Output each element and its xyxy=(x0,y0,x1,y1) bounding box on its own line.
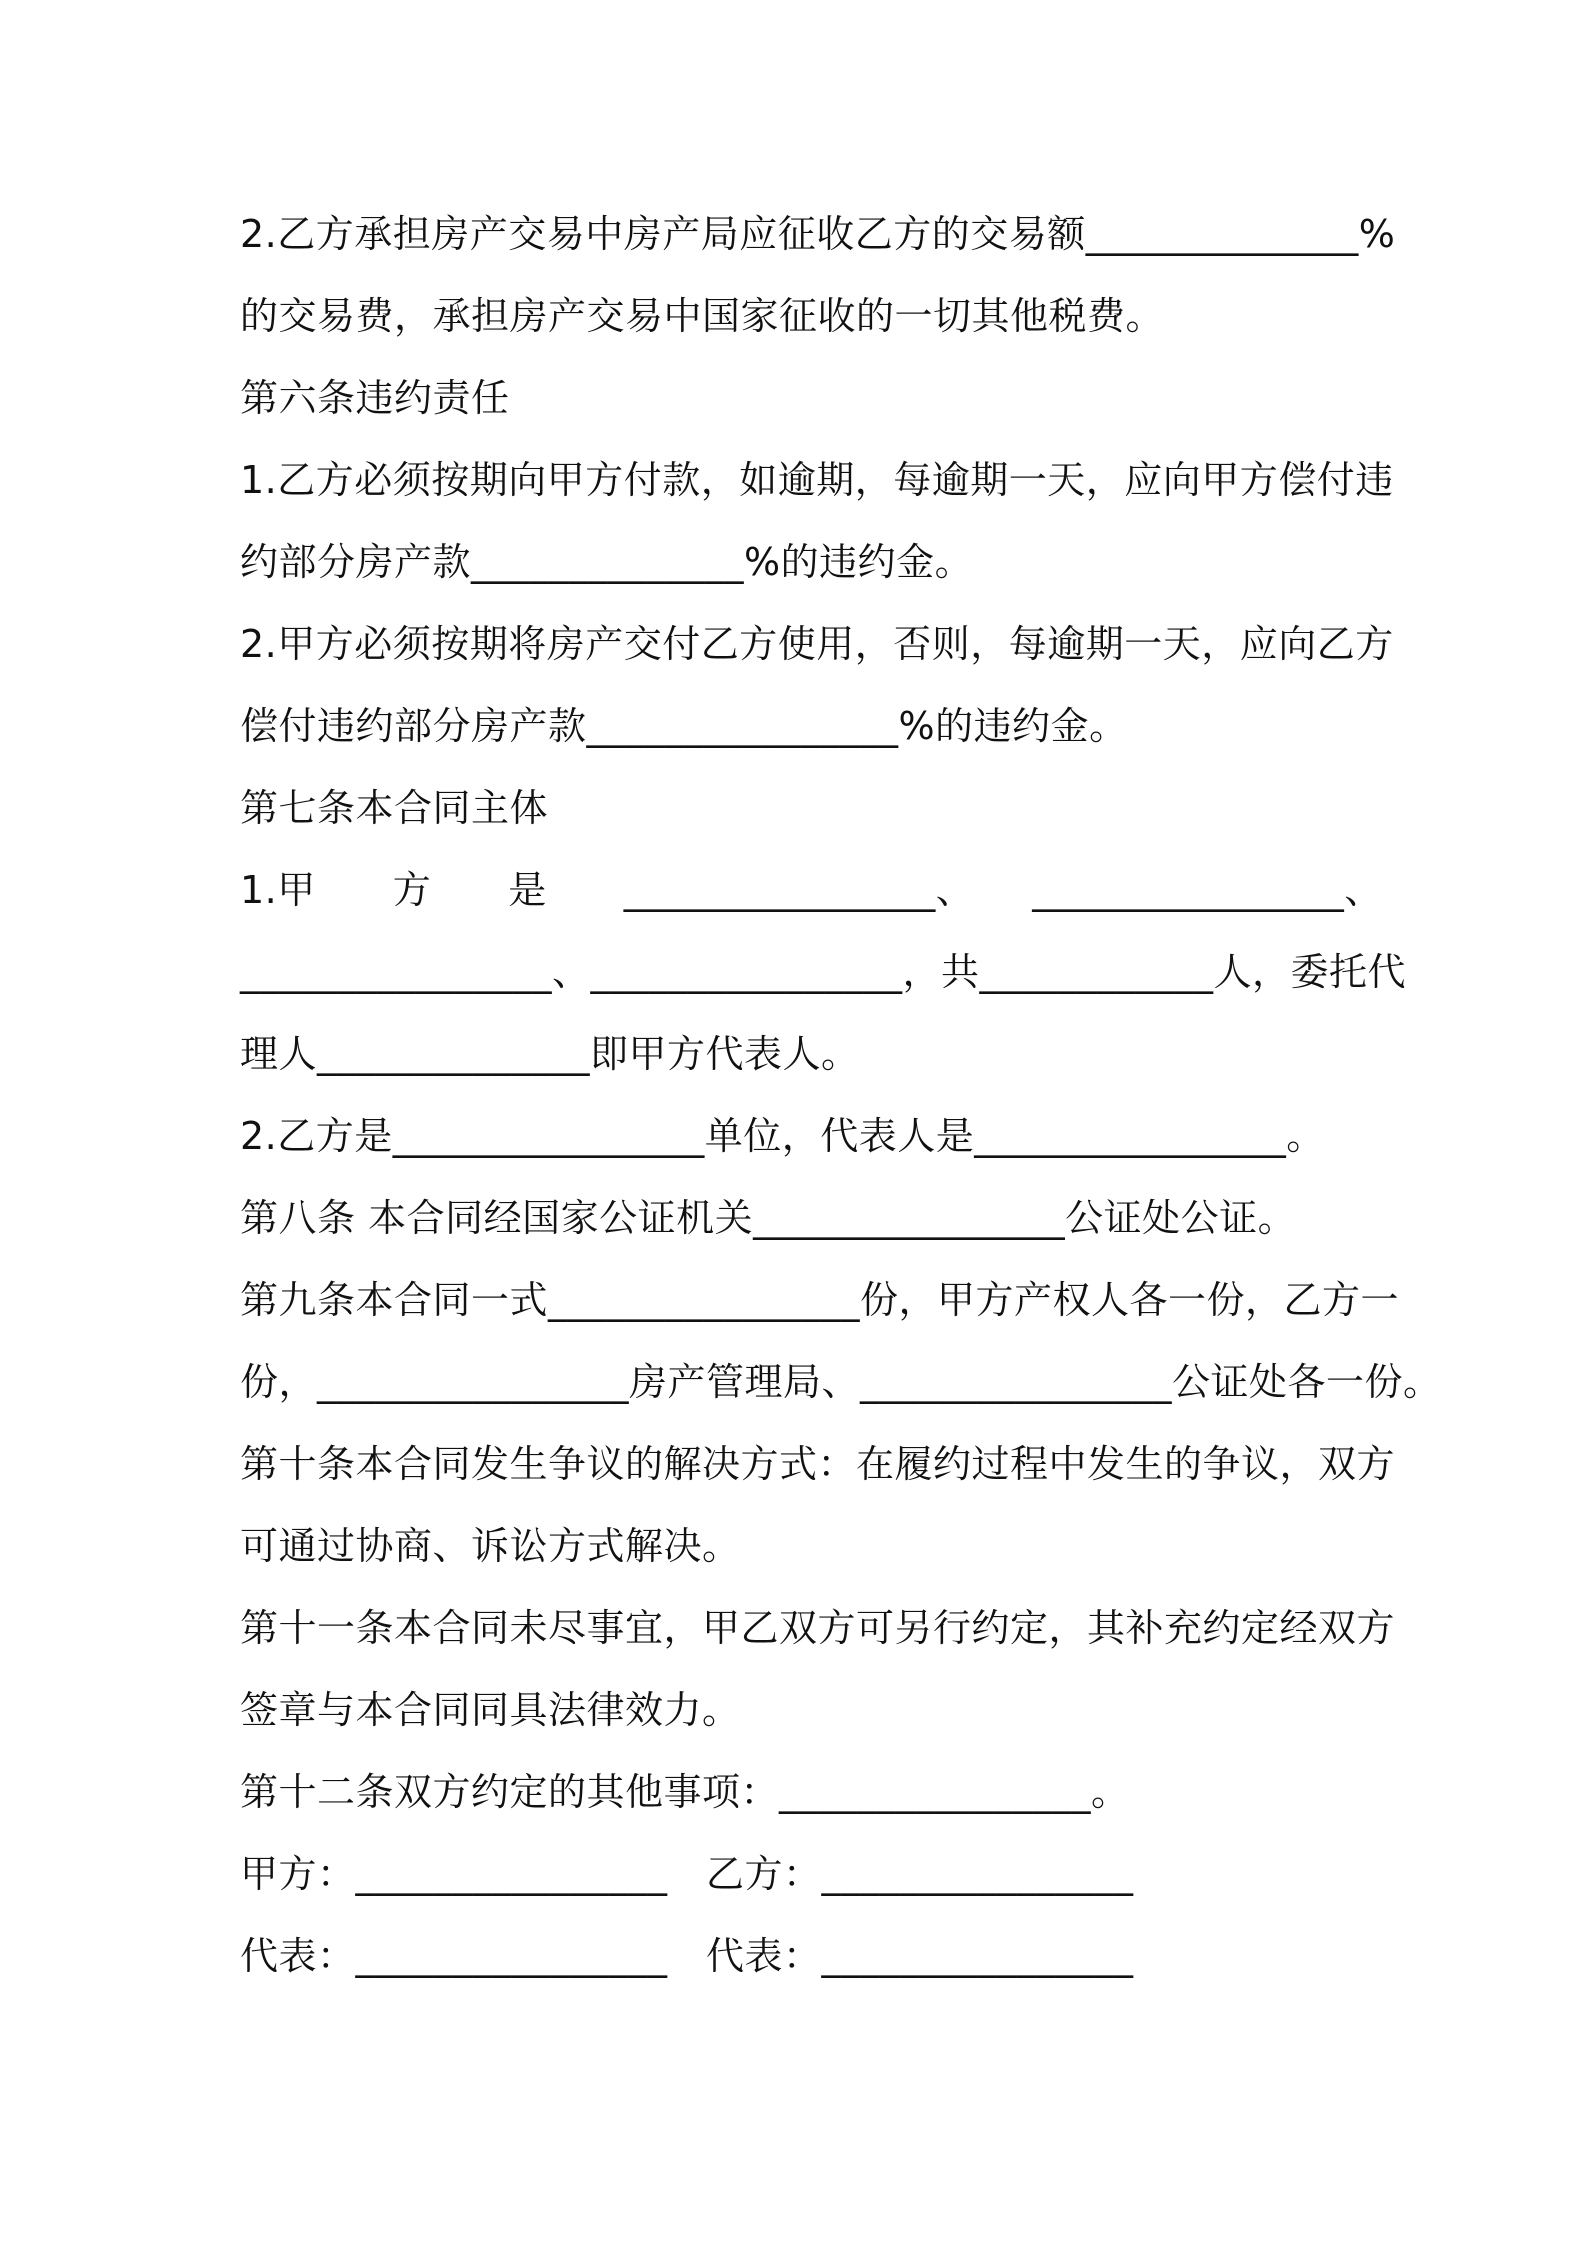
text-line: 1.乙方必须按期向甲方付款，如逾期，每逾期一天，应向甲方偿付违 xyxy=(240,458,1394,502)
text-line: ________________、________________，共____________人，委托代 xyxy=(240,950,1407,994)
text-line: 份，________________房产管理局、________________公证处各一份。 xyxy=(240,1360,1442,1404)
text-line: 的交易费，承担房产交易中国家征收的一切其他税费。 xyxy=(240,294,1165,338)
text-line: 2.甲方必须按期将房产交付乙方使用，否则，每逾期一天，应向乙方 xyxy=(240,622,1394,666)
text-line: 第十二条双方约定的其他事项：________________。 xyxy=(240,1770,1130,1814)
text-line: 2.乙方是________________单位，代表人是________________。 xyxy=(240,1114,1325,1158)
text-line: 约部分房产款______________%的违约金。 xyxy=(240,540,974,584)
text-line: 理人______________即甲方代表人。 xyxy=(240,1032,860,1076)
text-line: 偿付违约部分房产款________________%的违约金。 xyxy=(240,704,1128,748)
text-line: 1.甲 方 是 ________________、 ________________、 xyxy=(240,868,1383,912)
article-heading: 第七条本合同主体 xyxy=(240,786,549,830)
article-heading: 第六条违约责任 xyxy=(240,376,510,420)
signature-line: 代表：________________ 代表：________________ xyxy=(240,1934,1134,1978)
text-line: 签章与本合同同具法律效力。 xyxy=(240,1688,741,1732)
text-line: 第十条本合同发生争议的解决方式：在履约过程中发生的争议，双方 xyxy=(240,1442,1396,1486)
text-line: 第八条 本合同经国家公证机关________________公证处公证。 xyxy=(240,1196,1297,1240)
text-line: 第九条本合同一式________________份，甲方产权人各一份，乙方一 xyxy=(240,1278,1400,1322)
text-line: 可通过协商、诉讼方式解决。 xyxy=(240,1524,741,1568)
text-line: 2.乙方承担房产交易中房产局应征收乙方的交易额______________% xyxy=(240,212,1396,256)
signature-line: 甲方：________________ 乙方：________________ xyxy=(240,1852,1134,1896)
text-line: 第十一条本合同未尽事宜，甲乙双方可另行约定，其补充约定经双方 xyxy=(240,1606,1396,1650)
